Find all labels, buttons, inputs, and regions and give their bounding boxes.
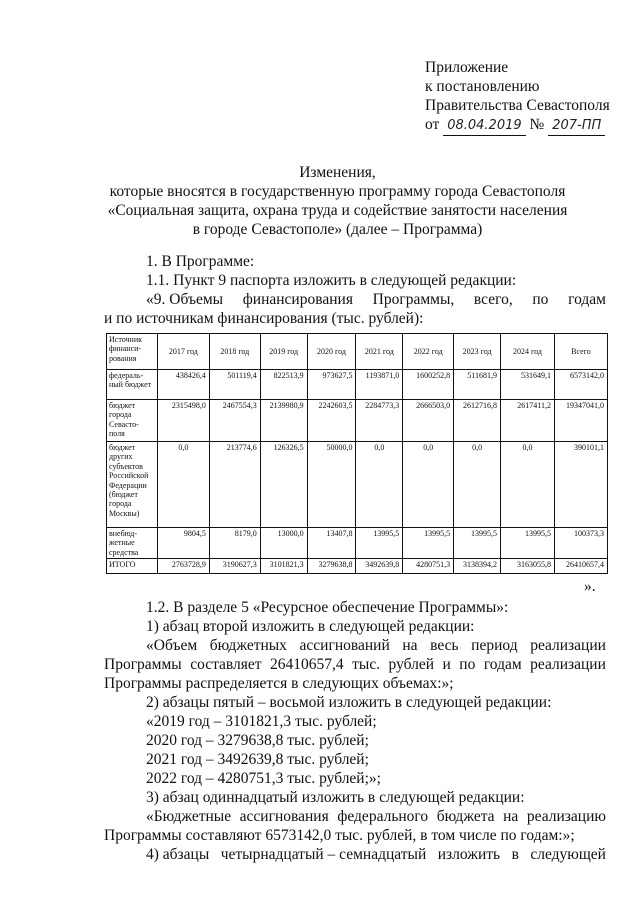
header-year: 2024 год	[501, 334, 555, 370]
section2-heading: 1.2. В разделе 5 «Ресурсное обеспечение Программы»:	[146, 599, 509, 616]
quote-word: весь	[430, 637, 459, 654]
title-line-3: «Социальная защита, охрана труда и содействие занятости населения	[107, 202, 568, 219]
header-year: 2020 год	[307, 334, 356, 370]
document-title	[60, 163, 615, 239]
table-cell: 100373,3	[554, 528, 607, 559]
text-word: изложить	[437, 846, 501, 863]
table-header-row	[107, 334, 608, 370]
quote-word: реализации	[530, 656, 606, 673]
appendix-date-line	[425, 115, 610, 136]
section2-q1-line2	[104, 655, 606, 674]
handwritten-number: 207-ПП	[548, 116, 605, 136]
year-2019-line: «2019 год – 3101821,3 тыс. рублей;	[146, 713, 377, 730]
header-total: Всего	[554, 334, 607, 370]
quote-word: тыс.	[352, 656, 381, 673]
year-2020-line: 2020 год – 3279638,8 тыс. рублей;	[146, 732, 369, 749]
quote-word: составляет	[190, 656, 262, 673]
quote-word: период	[471, 637, 518, 654]
text-word: 4) абзацы	[146, 846, 210, 863]
appendix-line-2: к постановлению	[425, 78, 540, 95]
table-cell: 3138394,2	[454, 559, 501, 574]
table-cell: 13995,5	[501, 528, 555, 559]
table-cell: 3279638,8	[307, 559, 356, 574]
quote-word: реализации	[530, 637, 606, 654]
table-cell: 3492639,8	[356, 559, 403, 574]
header-year: 2021 год	[356, 334, 403, 370]
quote-word: «9. Объемы	[146, 291, 224, 308]
handwritten-date: 08.04.2019	[443, 116, 525, 136]
section2-p1: 1) абзац второй изложить в следующей редакции:	[146, 618, 475, 635]
title-line-1: Изменения,	[299, 164, 376, 181]
table-row	[107, 442, 608, 528]
table-cell: 3101821,3	[260, 559, 307, 574]
quote-word: по	[532, 291, 549, 308]
table-cell: 2763728,9	[157, 559, 209, 574]
table-cell: 0,0	[454, 442, 501, 528]
section2-q1-line1	[146, 636, 606, 655]
table-cell: 0,0	[403, 442, 454, 528]
header-year: 2023 год	[454, 334, 501, 370]
financing-table	[106, 333, 608, 574]
section1-quote-line1	[146, 290, 606, 309]
section2-q3-line2: Программы составляют 6573142,0 тыс. рублей, в том числе по годам:»;	[104, 827, 575, 844]
table-cell: 531649,1	[501, 370, 555, 400]
header-year: 2018 год	[209, 334, 260, 370]
section1-item: 1.1. Пункт 9 паспорта изложить в следующей редакции:	[146, 272, 517, 289]
table-cell: 6573142,0	[554, 370, 607, 400]
appendix-block	[425, 58, 610, 136]
table-cell: 0,0	[157, 442, 209, 528]
quote-word: Программы,	[372, 291, 455, 308]
year-2022-line: 2022 год – 4280751,3 тыс. рублей;»;	[146, 770, 381, 787]
header-source: Источник финанси- рования	[107, 334, 158, 370]
quote-word: федерального	[337, 808, 429, 825]
table-cell: 0,0	[501, 442, 555, 528]
section2-q1-line3: Программы распределяется в следующих объемах:»;	[104, 675, 454, 692]
row-label: федераль- ный бюджет	[107, 370, 158, 400]
quote-word: по	[459, 656, 476, 673]
table-cell: 2666503,0	[403, 400, 454, 442]
text-word: четырнадцатый – семнадцатый	[220, 846, 427, 863]
row-label: внебюд- жетные средства	[107, 528, 158, 559]
table-cell: 2242603,5	[307, 400, 356, 442]
table-cell: 501119,4	[209, 370, 260, 400]
table-cell: 2284773,3	[356, 400, 403, 442]
quote-word: Программы	[104, 656, 182, 673]
table-cell: 13407,8	[307, 528, 356, 559]
text-word: следующей	[530, 846, 606, 863]
table-cell: 0,0	[356, 442, 403, 528]
table-cell: 13995,5	[356, 528, 403, 559]
table-cell: 2617411,2	[501, 400, 555, 442]
table-cell: 13995,5	[403, 528, 454, 559]
table-row	[107, 370, 608, 400]
section2-p3: 3) абзац одиннадцатый изложить в следующей редакции:	[146, 789, 525, 806]
table-row	[107, 528, 608, 559]
table-cell: 126326,5	[260, 442, 307, 528]
table-cell: 390101,1	[554, 442, 607, 528]
table-total-row	[107, 559, 608, 574]
row-label: бюджет других субъектов Российской Федерации (бюджет города Москвы)	[107, 442, 158, 528]
table-closing-quote: ».	[584, 578, 596, 595]
table-cell: 13995,5	[454, 528, 501, 559]
date-prefix: от	[425, 116, 440, 133]
table-cell: 822513,9	[260, 370, 307, 400]
table-cell: 1600252,8	[403, 370, 454, 400]
year-2021-line: 2021 год – 3492639,8 тыс. рублей;	[146, 751, 369, 768]
quote-word: годам	[483, 656, 522, 673]
header-year: 2017 год	[157, 334, 209, 370]
appendix-line-1: Приложение	[425, 59, 509, 76]
table-cell: 13000,0	[260, 528, 307, 559]
section2-p4	[146, 845, 606, 864]
table-cell: 19347041,0	[554, 400, 607, 442]
quote-word: годам	[568, 291, 606, 308]
section1-heading: 1. В Программе:	[146, 253, 255, 270]
quote-word: «Бюджетные	[146, 808, 232, 825]
title-line-4: в городе Севастополе» (далее – Программа)	[192, 221, 483, 238]
table-cell: 438426,4	[157, 370, 209, 400]
table-cell: 50000,0	[307, 442, 356, 528]
quote-word: ассигнования	[239, 808, 329, 825]
section2-q3-line1	[146, 807, 606, 826]
table-cell: 973627,5	[307, 370, 356, 400]
table-cell: 3163055,8	[501, 559, 555, 574]
quote-word: реализацию	[526, 808, 606, 825]
table-cell: 1193871,0	[356, 370, 403, 400]
text-word: в	[511, 846, 519, 863]
table-cell: 2467554,3	[209, 400, 260, 442]
quote-word: финансирования	[242, 291, 353, 308]
quote-word: бюджета	[436, 808, 495, 825]
quote-word: рублей	[388, 656, 435, 673]
table-cell: 3190627,3	[209, 559, 260, 574]
title-line-2: которые вносятся в государственную программу города Севастополя	[109, 183, 566, 200]
header-year: 2019 год	[260, 334, 307, 370]
table-cell: 2315498,0	[157, 400, 209, 442]
table-cell: 9804,5	[157, 528, 209, 559]
table-cell: 2139980,9	[260, 400, 307, 442]
table-cell: 2612716,8	[454, 400, 501, 442]
table-cell: 26410657,4	[554, 559, 607, 574]
quote-word: всего,	[473, 291, 513, 308]
table-cell: 4280751,3	[403, 559, 454, 574]
row-label: бюджет города Севасто- поля	[107, 400, 158, 442]
quote-word: 26410657,4	[270, 656, 344, 673]
quote-word: ассигнований	[299, 637, 390, 654]
quote-word: и	[442, 656, 451, 673]
table-cell: 8179,0	[209, 528, 260, 559]
quote-word: на	[503, 808, 519, 825]
row-label: ИТОГО	[107, 559, 158, 574]
section1-quote-line2: и по источникам финансирования (тыс. рублей):	[104, 310, 424, 327]
table-row	[107, 400, 608, 442]
quote-word: бюджетных	[209, 637, 287, 654]
table-cell: 511681,9	[454, 370, 501, 400]
quote-word: «Объем	[146, 637, 198, 654]
table-cell: 213774,6	[209, 442, 260, 528]
number-prefix: №	[529, 116, 545, 133]
section2-p2: 2) абзацы пятый – восьмой изложить в следующей редакции:	[146, 694, 552, 711]
header-year: 2022 год	[403, 334, 454, 370]
quote-word: на	[402, 637, 418, 654]
appendix-line-3: Правительства Севастополя	[425, 97, 610, 114]
